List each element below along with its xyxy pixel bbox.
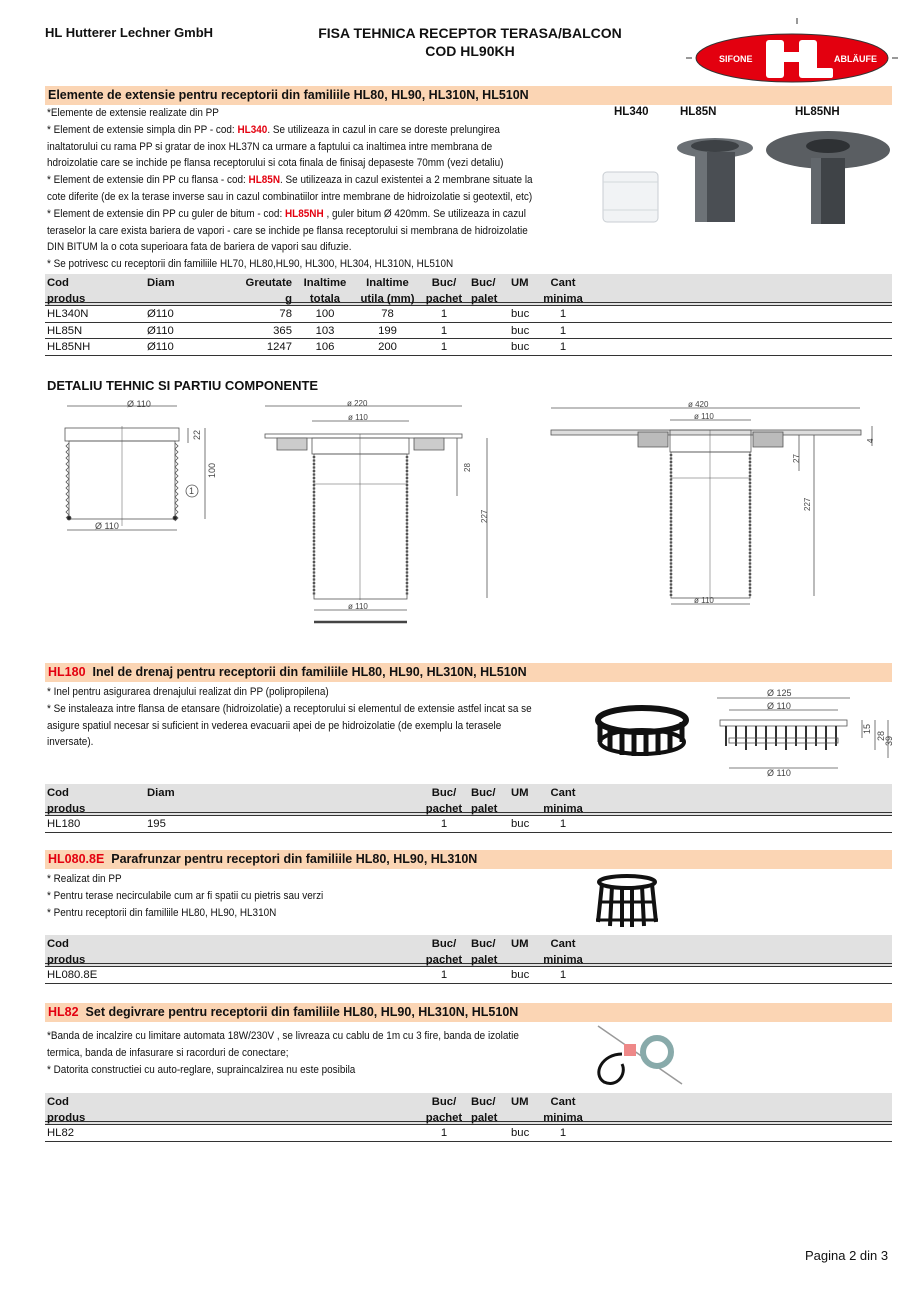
hl180-drawing	[712, 686, 892, 778]
dim-h3: 39	[884, 735, 894, 746]
section-title: Set degivrare pentru receptorii din familiile HL80, HL90, HL310N, HL510N	[85, 1005, 519, 1019]
column-header	[45, 274, 145, 307]
column-header	[240, 935, 300, 968]
dim-h1: 28	[463, 463, 472, 472]
text-segment: * Realizat din PP	[47, 873, 122, 885]
header-text: Cant	[550, 277, 576, 289]
column-header	[463, 274, 503, 307]
header-text: Inaltime	[303, 277, 347, 289]
column-header	[503, 274, 538, 307]
header-text	[300, 937, 350, 938]
callout-1: 1	[189, 486, 195, 496]
column-header	[45, 935, 145, 968]
product-code: HL340	[237, 123, 268, 136]
table-cell	[300, 816, 350, 832]
dim-bottom: ø 110	[694, 596, 714, 605]
text-segment: inversate).	[47, 736, 94, 749]
header-text	[240, 786, 292, 787]
section-extension-header	[45, 86, 892, 105]
title-line-2: COD HL90KH	[425, 43, 515, 59]
text-line	[47, 155, 533, 172]
text-line	[47, 239, 533, 256]
table-cell: 106	[315, 341, 335, 353]
table-cell: 78	[381, 308, 394, 320]
company-name: HL Hutterer Lechner GmbH	[45, 25, 214, 40]
column-header	[538, 784, 588, 817]
text-line	[47, 1028, 519, 1045]
dim-thickness: 4	[866, 438, 875, 443]
table-cell: buc	[511, 341, 530, 353]
table-cell: 1	[440, 1127, 448, 1139]
dim-h2: 227	[480, 509, 489, 523]
table-row	[45, 339, 892, 356]
text-line	[47, 871, 323, 888]
title-line-1: FISA TEHNICA RECEPTOR TERASA/BALCON	[318, 25, 622, 41]
hl080-photo	[592, 874, 662, 930]
section3-table	[45, 935, 892, 984]
table-row	[45, 1125, 892, 1142]
section4-description	[47, 1028, 519, 1078]
section-code: HL080.8E	[48, 852, 105, 866]
table-cell	[463, 323, 503, 339]
header-text: Buc/	[471, 277, 496, 289]
table-cell: HL85N	[47, 324, 83, 337]
section-title: Parafrunzar pentru receptori din familiile HL80, HL90, HL310N	[111, 852, 478, 866]
drawing-hl85nh	[548, 396, 878, 611]
table-cell: 1	[440, 341, 448, 353]
column-header	[145, 784, 240, 817]
column-header	[350, 274, 425, 307]
header-text	[147, 291, 240, 292]
table-row	[45, 816, 892, 833]
technical-detail-heading: DETALIU TEHNIC SI PARTIU COMPONENTE	[47, 378, 319, 393]
text-line	[47, 256, 533, 273]
table-cell: Ø110	[147, 308, 174, 320]
table-cell	[240, 967, 300, 983]
header-text: palet	[471, 803, 498, 815]
header-text: palet	[471, 293, 498, 305]
header-text: palet	[471, 954, 498, 966]
table-cell: 103	[315, 324, 335, 337]
drawing-hl340	[55, 398, 225, 533]
column-header	[300, 274, 350, 307]
table-cell	[463, 306, 503, 322]
header-text	[511, 1110, 538, 1111]
table-row	[45, 323, 892, 340]
column-header	[145, 935, 240, 968]
text-segment: * Datorita constructiei cu auto-reglare, supraincalzirea nu este posibila	[47, 1063, 356, 1076]
column-header	[538, 1093, 588, 1126]
header-text: minima	[543, 954, 583, 966]
hl340-photo	[603, 172, 658, 222]
table-cell: HL85NH	[47, 341, 91, 353]
text-segment: * Pentru terase necirculabile cum ar fi spatii cu pietris sau verzi	[47, 889, 324, 902]
header-text: utila (mm)	[360, 293, 415, 305]
header-text	[240, 1095, 292, 1096]
table-cell: 1	[559, 324, 567, 337]
header-text: minima	[543, 293, 583, 305]
table-cell: 199	[378, 324, 397, 337]
table-header	[45, 784, 892, 816]
text-segment: termica, banda de infasurare si racorduri de conectare;	[47, 1046, 289, 1059]
section4-table	[45, 1093, 892, 1142]
table-cell: 1	[440, 818, 448, 830]
text-segment: * Se instaleaza intre flansa de etansare (hidroizolatie) a receptorului si elementul de extensie astfel incat sa se	[47, 702, 532, 715]
section-title: Elemente de extensie pentru receptorii din familiile HL80, HL90, HL310N, HL510N	[48, 88, 529, 102]
text-segment: . Se utilizeaza in cazul existentei a 2 membrane situate la	[280, 174, 533, 187]
table-cell	[350, 1125, 425, 1141]
header-text: produs	[47, 293, 86, 305]
extension-products-photo	[595, 130, 895, 230]
table-cell: buc	[511, 324, 530, 337]
column-header	[300, 1093, 350, 1126]
section-code: HL82	[48, 1005, 79, 1019]
dim-h2: 227	[803, 497, 812, 511]
table-cell: 365	[273, 324, 292, 337]
header-text: UM	[511, 277, 529, 289]
text-segment: DIN BITUM la o cota superioara fata de bariera de vapori sau difuzie.	[47, 241, 352, 254]
text-segment: , guler bitum Ø 420mm. Se utilizeaza in cazul	[323, 207, 526, 220]
table-cell: 1	[440, 308, 448, 320]
section3-description	[47, 871, 323, 921]
text-segment: * Element de extensie din PP cu flansa - cod:	[47, 174, 249, 187]
text-line	[47, 905, 323, 922]
header-text: UM	[511, 1096, 529, 1108]
text-line	[47, 701, 532, 718]
header-text: minima	[543, 803, 583, 815]
table-cell: HL340N	[47, 308, 89, 320]
table-cell: HL82	[47, 1127, 75, 1139]
table-cell: HL180	[47, 818, 81, 830]
header-text: Cod	[47, 787, 69, 799]
header-text: Buc/	[471, 787, 496, 799]
header-text: Greutate	[245, 277, 292, 289]
header-text: g	[285, 293, 292, 305]
header-text: Buc/	[431, 938, 457, 950]
column-header	[503, 935, 538, 968]
dim-h2: 100	[207, 462, 217, 478]
text-line	[47, 105, 533, 122]
dim-inner: ø 110	[694, 412, 714, 421]
header-text: produs	[47, 1112, 86, 1124]
section2-table	[45, 784, 892, 833]
column-header	[350, 784, 425, 817]
header-text: Cod	[47, 277, 69, 289]
text-segment: inaltatorului cu rama PP si gratar de inox HL37N ca urmare a faptului ca inaltimea intre membrana de	[47, 140, 493, 153]
table-cell: buc	[511, 1127, 530, 1139]
table-cell: Ø110	[147, 341, 174, 353]
table-cell: buc	[511, 308, 530, 320]
header-text	[300, 786, 350, 787]
column-header	[350, 1093, 425, 1126]
column-header	[425, 274, 463, 307]
header-text: pachet	[425, 293, 463, 305]
table-cell: Ø110	[147, 324, 174, 337]
header-text: Cod	[47, 1096, 69, 1108]
table-cell	[300, 1125, 350, 1141]
text-line	[47, 122, 533, 139]
dim-top: ø 420	[688, 400, 709, 409]
text-segment: cote diferite (de ex la terase inverse sau in cazul combinatiilor intre membrane de hidroizolatie si geotextil, etc)	[47, 190, 533, 203]
header-text	[240, 937, 292, 938]
column-header	[463, 1093, 503, 1126]
dim-bottom: Ø 110	[95, 521, 119, 531]
product-code: HL85NH	[284, 207, 324, 220]
header-text: pachet	[425, 954, 463, 966]
text-line	[47, 172, 533, 189]
header-text: UM	[511, 938, 529, 950]
table-cell	[463, 816, 503, 832]
product-code: HL85N	[248, 174, 281, 187]
hl180-photo	[592, 700, 692, 760]
dim-h1: 27	[792, 454, 801, 463]
header-text: pachet	[425, 1112, 463, 1124]
header-text	[147, 937, 240, 938]
product-label-hl85nh: HL85NH	[795, 106, 840, 118]
header-text	[511, 291, 538, 292]
dim-top: Ø 110	[127, 399, 151, 409]
text-line	[47, 1045, 519, 1062]
text-line	[47, 223, 533, 240]
text-segment: * Inel pentru asigurarea drenajului realizat din PP (polipropilena)	[47, 686, 329, 698]
table-cell: HL080.8E	[47, 969, 98, 981]
dim-h1: 15	[862, 723, 872, 734]
column-header	[350, 935, 425, 968]
page-number: Pagina 2 din 3	[805, 1248, 889, 1263]
header-text: Buc/	[431, 277, 457, 289]
column-header	[300, 935, 350, 968]
section1-description	[47, 105, 533, 273]
column-header	[425, 784, 463, 817]
text-segment: * Se potrivesc cu receptorii din familiile HL70, HL80,HL90, HL300, HL304, HL310N, HL510N	[47, 258, 454, 271]
header-text: Cant	[550, 787, 576, 799]
table-cell: buc	[511, 969, 530, 981]
table-cell	[350, 816, 425, 832]
header-text	[300, 1095, 350, 1096]
header-text: produs	[47, 803, 86, 815]
table-cell	[463, 1125, 503, 1141]
column-header	[425, 1093, 463, 1126]
hl85n-photo	[677, 138, 753, 222]
header-text: minima	[543, 1112, 583, 1124]
hl82-photo	[592, 1024, 692, 1090]
table-cell: 195	[147, 818, 166, 830]
section1-table	[45, 274, 892, 356]
text-line	[47, 718, 532, 735]
column-header	[240, 784, 300, 817]
table-cell: 1	[559, 818, 567, 830]
column-header	[425, 935, 463, 968]
header-text: Buc/	[471, 938, 496, 950]
header-text: Diam	[147, 277, 175, 289]
header-text: Cant	[550, 938, 576, 950]
header-text: Buc/	[431, 787, 457, 799]
section2-description	[47, 684, 532, 751]
text-line	[47, 139, 533, 156]
text-line	[47, 734, 532, 751]
column-header	[145, 1093, 240, 1126]
column-header	[503, 784, 538, 817]
table-cell: 200	[378, 341, 397, 353]
product-label-hl85n: HL85N	[680, 106, 717, 118]
table-cell: 1247	[266, 341, 292, 353]
table-cell	[145, 967, 240, 983]
header-text	[350, 786, 425, 787]
table-header	[45, 1093, 892, 1125]
table-row	[45, 306, 892, 323]
column-header	[45, 1093, 145, 1126]
table-cell: 1	[440, 969, 448, 981]
column-header	[538, 274, 588, 307]
header-text	[147, 801, 240, 802]
document-title	[270, 24, 670, 60]
table-cell	[240, 1125, 300, 1141]
header-text: Buc/	[471, 1096, 496, 1108]
dim-d2: Ø 110	[767, 701, 791, 711]
text-line	[47, 206, 533, 223]
header-text: pachet	[425, 803, 463, 815]
hl-logo	[686, 18, 900, 82]
svg-text:ABLÄUFE: ABLÄUFE	[834, 54, 877, 64]
header-text	[147, 1095, 240, 1096]
text-segment: *Elemente de extensie realizate din PP	[47, 107, 219, 119]
header-text: palet	[471, 1112, 498, 1124]
table-cell: buc	[511, 818, 530, 830]
dim-d3: Ø 110	[767, 768, 791, 778]
column-header	[240, 1093, 300, 1126]
svg-text:SIFONE: SIFONE	[719, 54, 753, 64]
header-text	[511, 801, 538, 802]
header-text	[350, 1095, 425, 1096]
text-line	[47, 189, 533, 206]
text-segment: * Element de extensie simpla din PP - cod:	[47, 123, 238, 136]
text-segment: asigure spatiul necesar si suficient in vederea evacuarii apei de pe hidroizolatie (de exemplu la terasele	[47, 719, 502, 732]
table-cell: 1	[559, 969, 567, 981]
header-text: Buc/	[431, 1096, 457, 1108]
dim-top: ø 220	[347, 399, 368, 408]
table-cell: 100	[315, 308, 335, 320]
dim-d1: Ø 125	[767, 688, 792, 698]
section-hl180-header	[45, 663, 892, 682]
table-cell: 1	[440, 324, 448, 337]
table-header	[45, 935, 892, 967]
text-line	[47, 1062, 519, 1079]
text-segment: teraselor la care exista bariera de vapori - care se inchide pe flansa receptorului si membrana de hidroizolatie	[47, 224, 528, 237]
column-header	[463, 784, 503, 817]
text-segment: * Pentru receptorii din familiile HL80, HL90, HL310N	[47, 906, 277, 919]
header-text: totala	[309, 293, 341, 305]
column-header	[538, 935, 588, 968]
table-header	[45, 274, 892, 306]
dim-h1: 22	[192, 429, 202, 440]
table-cell: 78	[279, 308, 292, 320]
table-cell	[145, 1125, 240, 1141]
dim-inner: ø 110	[348, 413, 368, 422]
table-cell	[300, 967, 350, 983]
text-line	[47, 888, 323, 905]
table-cell	[350, 967, 425, 983]
section-title: Inel de drenaj pentru receptorii din familiile HL80, HL90, HL310N, HL510N	[92, 665, 527, 679]
table-row	[45, 967, 892, 984]
table-cell	[240, 816, 300, 832]
text-segment: *Banda de incalzire cu limitare automata 18W/230V , se livreaza cu cablu de 1m cu 3 fire, banda de izolatie	[47, 1030, 519, 1042]
column-header	[45, 784, 145, 817]
text-segment: * Element de extensie din PP cu guler de bitum - cod:	[47, 207, 285, 220]
table-cell: 1	[559, 1127, 567, 1139]
header-text: Cod	[47, 938, 69, 950]
section-hl080-header	[45, 850, 892, 869]
column-header	[145, 274, 240, 307]
header-text: UM	[511, 787, 529, 799]
column-header	[300, 784, 350, 817]
product-label-hl340: HL340	[614, 106, 649, 118]
header-text: Inaltime	[366, 277, 409, 289]
drawing-hl85n	[262, 398, 489, 628]
column-header	[240, 274, 300, 307]
table-cell	[463, 339, 503, 355]
header-text: produs	[47, 954, 86, 966]
header-text: Diam	[147, 787, 175, 799]
text-line	[47, 684, 532, 701]
dim-h2: 28	[876, 730, 886, 741]
hl85nh-photo	[766, 131, 890, 224]
header-text	[511, 952, 538, 953]
header-text: Cant	[550, 1096, 576, 1108]
dim-bottom: ø 110	[348, 602, 368, 611]
table-cell	[463, 967, 503, 983]
column-header	[463, 935, 503, 968]
column-header	[503, 1093, 538, 1126]
section-code: HL180	[48, 665, 86, 679]
section-hl82-header	[45, 1003, 892, 1022]
text-segment: . Se utilizeaza in cazul in care se doreste prelungirea	[267, 123, 500, 136]
text-segment: hdroizolatie care se inchide pe flansa receptorului si cota finala de finisaj depaseste 70mm (vezi detaliu)	[47, 157, 504, 170]
table-cell: 1	[559, 341, 567, 353]
table-cell: 1	[559, 308, 567, 320]
header-text	[350, 937, 425, 938]
